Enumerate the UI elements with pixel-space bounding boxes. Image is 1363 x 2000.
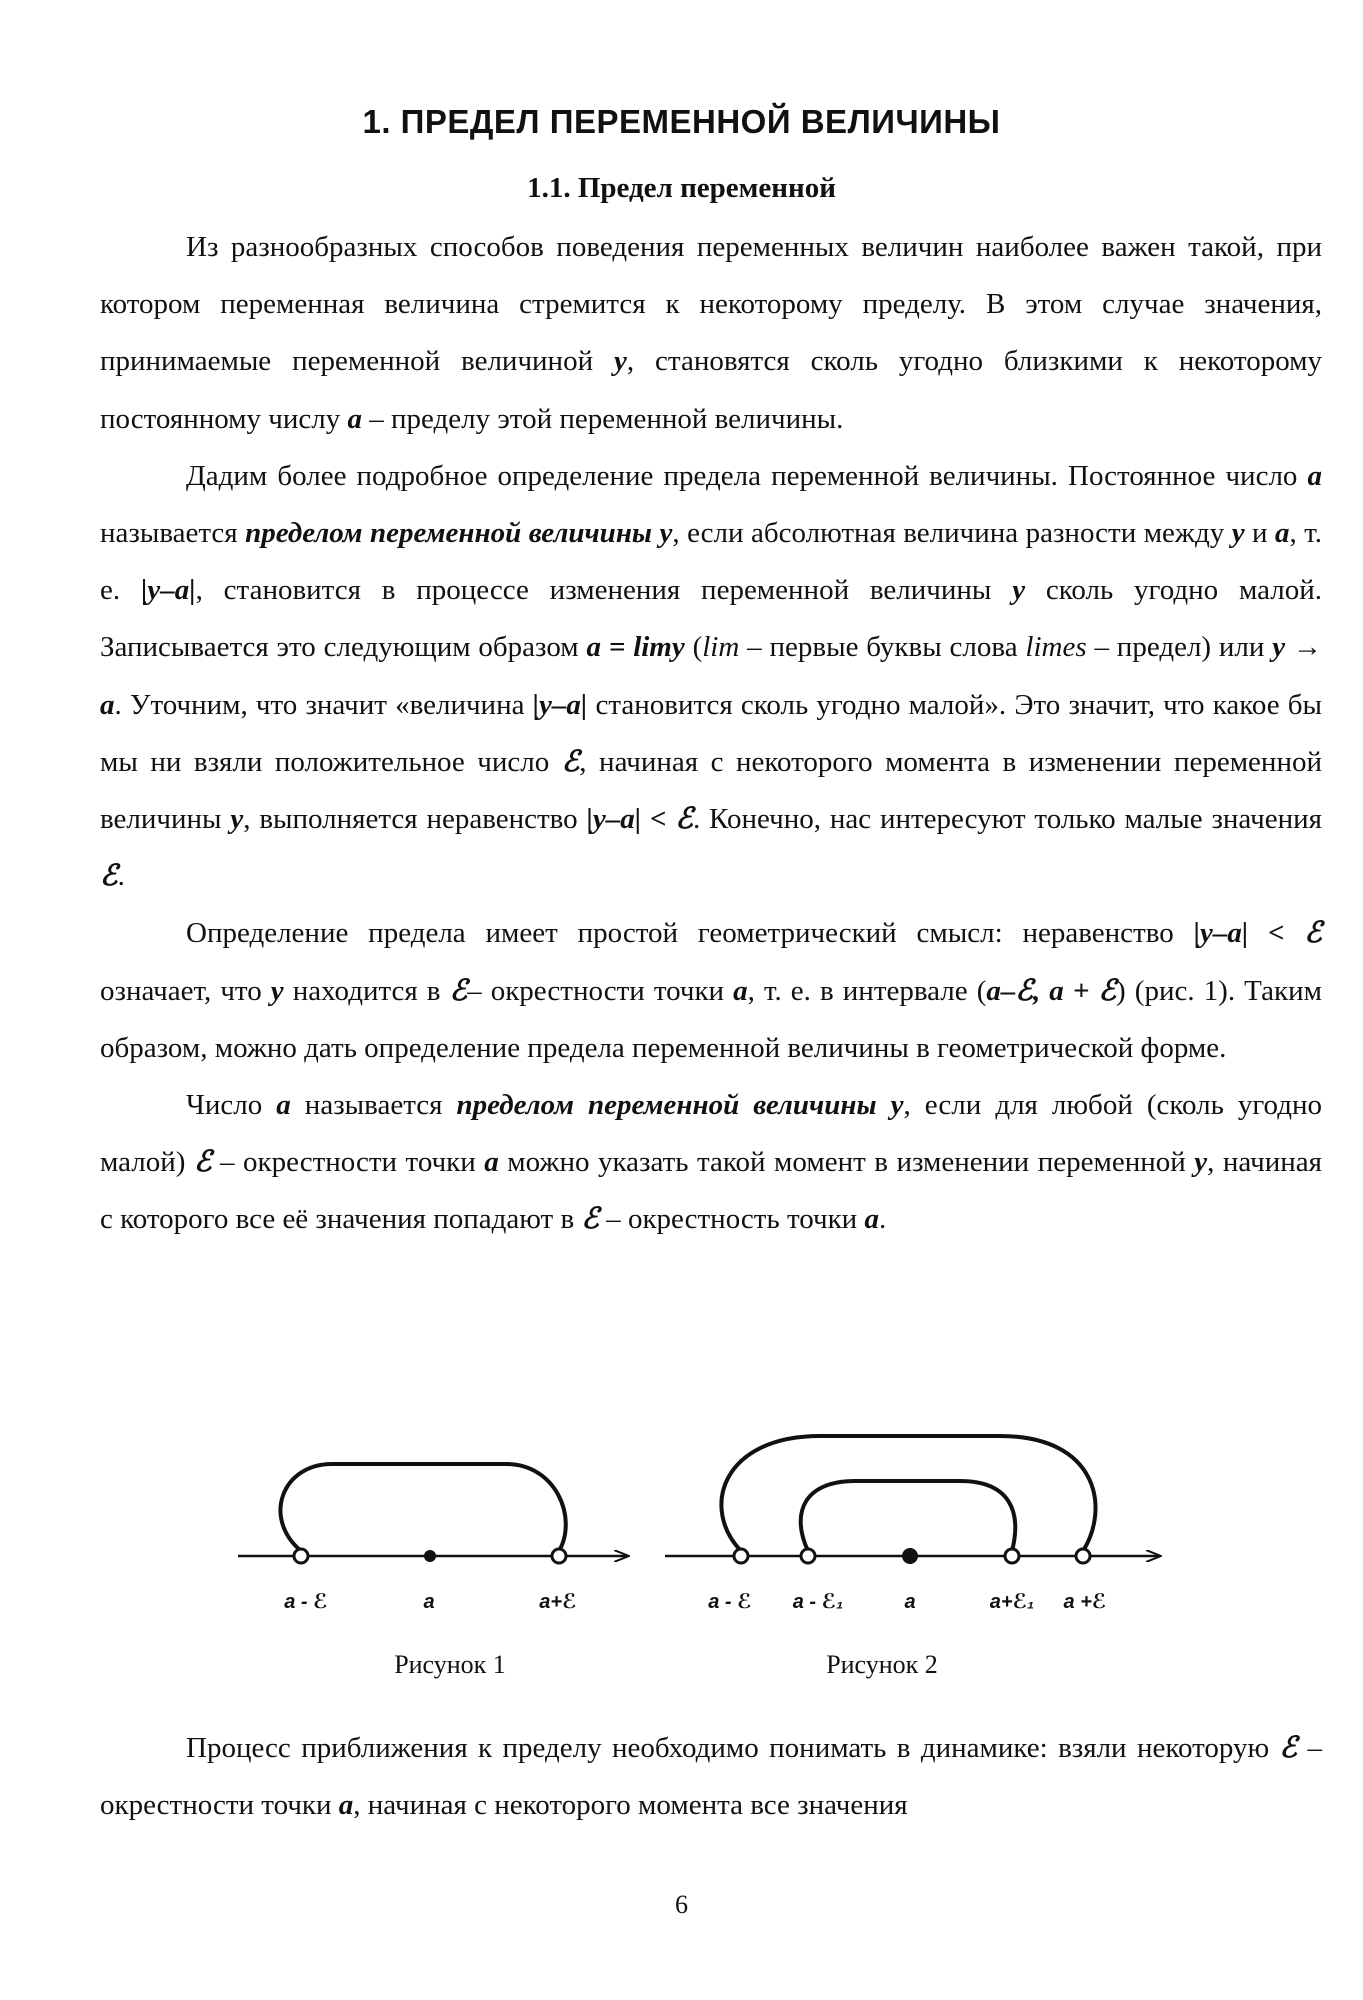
- text-run: .: [878, 1203, 887, 1236]
- text-run: – пределу этой переменной величины.: [361, 402, 844, 435]
- italic-word: limes: [1025, 631, 1087, 664]
- paragraph-3: [100, 905, 1322, 1077]
- math-variable: a: [347, 402, 362, 435]
- epsilon-symbol: ℰ: [100, 860, 118, 893]
- math-variable: y: [1231, 517, 1245, 550]
- figure-2-open-point-inner-left: [801, 1549, 815, 1563]
- figure-2-label-outer-left: a - ℰ: [708, 1591, 752, 1613]
- text-run: называется: [100, 517, 246, 550]
- epsilon-symbol: ℰ: [193, 1146, 212, 1179]
- text-run: , т. е.: [100, 517, 1322, 607]
- text-run: .: [117, 860, 125, 893]
- math-variable: y: [614, 345, 627, 378]
- text-run: – предел) или: [1086, 631, 1273, 664]
- math-variable: a: [1307, 459, 1322, 492]
- text-run: ) (рис. 1). Таким образом, можно дать определение предела переменной величины в геометрической форме.: [100, 974, 1322, 1064]
- text-run: – окрестности точки: [211, 1146, 485, 1179]
- epsilon-symbol: ℰ: [581, 1203, 599, 1236]
- math-formula: a = limy: [586, 631, 685, 664]
- math-variable: a: [733, 974, 748, 1007]
- paragraph-2: [100, 448, 1322, 906]
- math-variable: y: [1194, 1146, 1208, 1179]
- epsilon-symbol: ℰ: [449, 974, 468, 1007]
- defined-term: пределом переменной величины y: [456, 1089, 904, 1122]
- figures-svg: [0, 1380, 1363, 1680]
- text-run: – окрестности точки: [467, 974, 734, 1007]
- text-run: можно указать такой момент в изменении переменной: [498, 1146, 1195, 1179]
- epsilon-symbol: ℰ: [1279, 1732, 1298, 1764]
- epsilon-symbol: ℰ: [561, 745, 580, 778]
- number-line-figures: [0, 1380, 1363, 1680]
- math-variable: y: [270, 974, 284, 1007]
- figure-2-inner-arc: [801, 1481, 1016, 1551]
- text-run: , выполняется неравенство: [243, 803, 587, 836]
- figure-2-label-inner-left: a - ℰ₁: [792, 1591, 844, 1613]
- text-run: означает, что: [100, 974, 271, 1007]
- text-run: Определение предела имеет простой геометрический смысл: неравенство: [186, 917, 1194, 950]
- text-run: , начиная с некоторого момента все значения: [353, 1789, 908, 1822]
- math-variable: y: [230, 803, 244, 836]
- math-variable: y: [1012, 574, 1026, 607]
- text-run: Число: [186, 1089, 277, 1122]
- math-expression: |y–a|: [532, 688, 588, 721]
- text-run: . Уточним, что значит «величина: [114, 688, 533, 721]
- text-run: – окрестности точки: [100, 1732, 1323, 1822]
- text-run: , т. е. в интервале (: [747, 974, 987, 1007]
- text-run: , начиная с которого все её значения попадают в: [100, 1146, 1322, 1236]
- text-run: называется: [290, 1089, 457, 1122]
- chapter-title: 1. ПРЕДЕЛ ПЕРЕМЕННОЙ ВЕЛИЧИНЫ: [362, 103, 1001, 140]
- text-run: и: [1244, 517, 1276, 550]
- text-run: , если для любой (сколь угодно малой): [100, 1089, 1322, 1179]
- figure-1-neighborhood-arc: [280, 1464, 565, 1551]
- italic-word: lim: [702, 631, 740, 664]
- text-run: – первые буквы слова: [739, 631, 1026, 664]
- paragraph-4: [100, 1077, 1322, 1249]
- text-run: , начиная с некоторого момента в изменении переменной величины: [100, 745, 1322, 836]
- math-variable: a: [864, 1203, 879, 1236]
- text-run: находится в: [283, 974, 450, 1007]
- math-expression: |y–a|: [140, 574, 196, 607]
- figure-2-label-inner-right: a+ℰ₁: [989, 1591, 1035, 1613]
- math-interval: a–ℰ, a + ℰ: [986, 974, 1117, 1007]
- text-run: , если абсолютная величина разности между: [672, 517, 1232, 550]
- math-variable: a: [338, 1789, 354, 1822]
- figure-2: [665, 1436, 1160, 1679]
- text-run: становится сколь угодно малой». Это значит, что какое бы мы ни взяли положительное число: [100, 688, 1322, 778]
- paragraph-5: [100, 1720, 1322, 1834]
- figure-2-label-outer-right: a +ℰ: [1063, 1591, 1107, 1613]
- figure-1-caption: Рисунок 1: [394, 1650, 506, 1679]
- defined-term: пределом переменной величины y: [245, 517, 673, 550]
- text-run: сколь угодно малой. Записывается это следующим образом: [100, 574, 1323, 664]
- figure-1: [238, 1464, 628, 1679]
- text-run: . Конечно, нас интересуют только малые значения: [692, 803, 1322, 836]
- figure-2-outer-arc: [721, 1436, 1095, 1551]
- paragraph-1: [100, 219, 1322, 448]
- figure-1-label-left: a - ℰ: [284, 1591, 328, 1613]
- math-variable: a: [484, 1146, 499, 1179]
- figure-1-open-point-left: [294, 1549, 308, 1563]
- figure-1-label-center: a: [423, 1591, 435, 1613]
- figure-1-center-point: [424, 1550, 436, 1562]
- math-inequality: |y–a| < ℰ: [586, 803, 693, 836]
- figure-2-open-point-outer-right: [1076, 1549, 1090, 1563]
- figure-2-caption: Рисунок 2: [826, 1650, 938, 1679]
- page-number: 6: [675, 1890, 688, 1919]
- text-run: Процесс приближения к пределу необходимо понимать в динамике: взяли некоторую: [186, 1732, 1280, 1764]
- figure-1-open-point-right: [552, 1549, 566, 1563]
- text-run: (: [684, 631, 703, 664]
- figure-2-open-point-outer-left: [734, 1549, 748, 1563]
- figure-1-label-right: a+ℰ: [539, 1591, 577, 1613]
- math-inequality: |y–a| < ℰ: [1193, 917, 1322, 950]
- math-formula: y → a: [100, 631, 1322, 721]
- text-run: , становятся сколь угодно близкими к некоторому постоянному числу: [100, 345, 1322, 435]
- figure-2-open-point-inner-right: [1005, 1549, 1019, 1563]
- math-variable: a: [1275, 517, 1290, 550]
- figure-2-center-point: [902, 1548, 918, 1564]
- text-run: Из разнообразных способов поведения переменных величин наиболее важен такой, при котором переменная величина стремится к некоторому пределу. В этом случае значения, принимаемые переменной величиной: [100, 231, 1322, 378]
- continuation-text: [100, 1720, 1322, 1834]
- math-variable: a: [276, 1089, 291, 1122]
- text-run: Дадим более подробное определение предела переменной величины. Постоянное число: [186, 459, 1308, 492]
- text-run: , становится в процессе изменения переменной величины: [195, 574, 1013, 607]
- figure-2-label-center: a: [904, 1591, 916, 1613]
- body-text: [100, 219, 1322, 1249]
- text-run: – окрестность точки: [598, 1203, 865, 1236]
- section-subtitle: 1.1. Предел переменной: [527, 172, 836, 204]
